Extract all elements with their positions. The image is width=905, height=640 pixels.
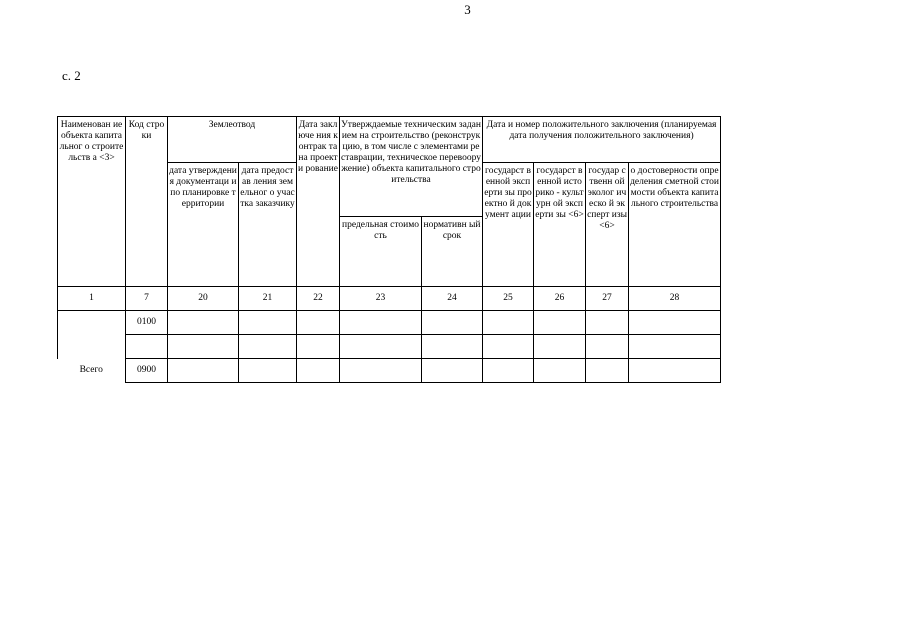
table-cell xyxy=(239,335,297,359)
header-state-expertise: государст венной эксперти зы проектно й документ ации xyxy=(483,163,534,287)
table-cell xyxy=(629,311,721,335)
table-cell xyxy=(239,311,297,335)
table-row xyxy=(58,311,721,335)
table-cell xyxy=(483,311,534,335)
header-land-provision-date: дата предостав ления земельног о участка заказчику xyxy=(239,163,297,287)
column-number: 21 xyxy=(239,287,297,311)
table-cell xyxy=(629,359,721,383)
table-cell xyxy=(297,359,340,383)
row-name: Всего xyxy=(58,359,126,383)
column-number: 28 xyxy=(629,287,721,311)
table-cell xyxy=(340,311,422,335)
column-number: 27 xyxy=(586,287,629,311)
column-number: 25 xyxy=(483,287,534,311)
column-number: 24 xyxy=(422,287,483,311)
header-land-allotment: Землеотвод xyxy=(168,117,297,163)
header-standard-term: нормативн ый срок xyxy=(422,217,483,287)
header-max-cost: предельная стоимость xyxy=(340,217,422,287)
column-number: 22 xyxy=(297,287,340,311)
table-cell xyxy=(586,359,629,383)
header-contract-date: Дата заключе ния контрак та на проекти рование xyxy=(297,117,340,287)
table-cell xyxy=(297,311,340,335)
header-cost-reliability: о достоверности определения сметной стоимости объекта капитального строительства xyxy=(629,163,721,287)
table-cell xyxy=(534,311,586,335)
table-cell xyxy=(422,311,483,335)
row-name xyxy=(58,311,126,335)
row-code: 0100 xyxy=(126,311,168,335)
table-cell xyxy=(534,335,586,359)
table-cell xyxy=(422,359,483,383)
column-number: 7 xyxy=(126,287,168,311)
page-number: 3 xyxy=(464,2,471,17)
table-cell xyxy=(168,335,239,359)
table-cell xyxy=(168,359,239,383)
header-technical-task: Утверждаемые техническим заданием на строительство (реконструкцию, в том числе с элементами реставрации, техническое перевооружение) объекта капитального строительства xyxy=(340,117,483,217)
column-number: 20 xyxy=(168,287,239,311)
header-planning-approval-date: дата утверждения документаци и по планировке территории xyxy=(168,163,239,287)
row-code xyxy=(126,335,168,359)
header-positive-conclusion: Дата и номер положительного заключения (планируемая дата получения положительного заключения) xyxy=(483,117,721,163)
table-cell xyxy=(340,335,422,359)
header-row-code: Код строки xyxy=(126,117,168,287)
header-historical-expertise: государст венной историко - культурн ой эксперти зы <6> xyxy=(534,163,586,287)
table-cell xyxy=(586,311,629,335)
table-cell xyxy=(340,359,422,383)
table-cell xyxy=(483,359,534,383)
column-number: 26 xyxy=(534,287,586,311)
report-table xyxy=(57,116,721,383)
header-ecological-expertise: государ ственн ой эколог ическо й эксперт изы <6> xyxy=(586,163,629,287)
table-cell xyxy=(629,335,721,359)
table-cell xyxy=(534,359,586,383)
table-cell xyxy=(422,335,483,359)
row-code: 0900 xyxy=(126,359,168,383)
page-label: с. 2 xyxy=(62,68,81,83)
table-cell xyxy=(586,335,629,359)
table-row xyxy=(58,359,721,383)
column-number: 23 xyxy=(340,287,422,311)
row-name xyxy=(58,335,126,359)
table-row xyxy=(58,335,721,359)
table-cell xyxy=(168,311,239,335)
header-object-name: Наименован ие объекта капитальног о строительств а <3> xyxy=(58,117,126,287)
column-number: 1 xyxy=(58,287,126,311)
table-cell xyxy=(297,335,340,359)
table-cell xyxy=(239,359,297,383)
table-cell xyxy=(483,335,534,359)
